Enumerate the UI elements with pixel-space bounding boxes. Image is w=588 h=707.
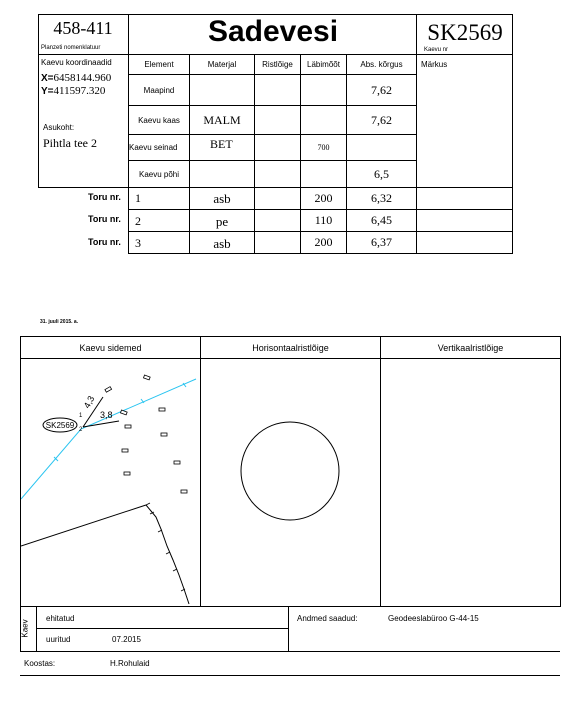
well-circle xyxy=(241,422,339,520)
nomenclature-value: 458-411 xyxy=(53,18,113,38)
header-material: Materjal xyxy=(207,60,237,69)
dimension-a: 4,3 xyxy=(81,394,97,410)
pipe-diameter-1: 200 xyxy=(314,191,333,205)
x-label: X= xyxy=(41,73,54,84)
source-value: Geodeeslabüroo G-44-15 xyxy=(388,614,479,623)
y-label: Y= xyxy=(41,86,54,97)
row-element-3: Kaevu põhi xyxy=(138,169,180,179)
panel-title-plan: Kaevu sidemed xyxy=(79,342,142,353)
row-element-0: Maapind xyxy=(143,85,175,95)
panel-title-horizontal: Horisontaalristlõige xyxy=(252,342,329,353)
header-element: Element xyxy=(144,60,174,69)
row-diameter-2: 700 xyxy=(317,143,330,152)
plan-sketch xyxy=(21,359,200,606)
y-value: 411597.320 xyxy=(53,85,106,97)
pipe-no-1: 1 xyxy=(135,191,141,205)
source-label: Andmed saadud: xyxy=(297,614,358,623)
pipe-marker-1: 1 xyxy=(79,413,83,419)
pipe-marker-2: 2 xyxy=(79,427,83,433)
header-diameter: Läbimõõt xyxy=(307,60,340,69)
pipe-no-2: 2 xyxy=(135,214,141,228)
pipe-label-1: Toru nr. xyxy=(88,192,121,202)
row-element-1: Kaevu kaas xyxy=(138,115,180,125)
compiled-value: H.Rohulaid xyxy=(110,659,150,668)
address-value: Pihtla tee 2 xyxy=(43,136,97,150)
built-label: ehitatud xyxy=(46,614,75,623)
pipe-line xyxy=(21,379,196,499)
vertical-section xyxy=(381,359,560,606)
surveyed-value: 07.2015 xyxy=(112,635,141,644)
y-coordinate xyxy=(41,85,105,97)
page-title: Sadevesi xyxy=(207,15,339,48)
header-remarks: Märkus xyxy=(421,60,448,69)
row-height-3: 6,5 xyxy=(374,166,389,181)
pipe-material-3: asb xyxy=(213,235,231,251)
well-number-value: SK2569 xyxy=(427,20,503,45)
dimension-b: 3,8 xyxy=(100,410,113,420)
row-material-1: MALM xyxy=(203,112,241,127)
pipe-height-2: 6,45 xyxy=(371,213,392,227)
pipe-material-2: pe xyxy=(215,213,229,229)
pipe-height-1: 6,32 xyxy=(371,191,392,205)
x-coordinate xyxy=(41,72,111,84)
pipe-no-3: 3 xyxy=(135,236,141,250)
horizontal-section xyxy=(201,359,380,606)
well-number-label: Kaevu nr xyxy=(424,47,449,53)
pipe-height-3: 6,37 xyxy=(371,235,392,249)
row-element-2: Kaevu seinad xyxy=(129,143,178,152)
compiled-label: Koostas: xyxy=(24,659,56,668)
header-cross-section: Ristlõige xyxy=(262,60,293,69)
coordinates-label: Kaevu koordinaadid xyxy=(41,58,112,67)
row-height-0: 7,62 xyxy=(371,82,392,97)
footer-side-label: Kaev xyxy=(20,619,30,638)
pipe-diameter-2: 110 xyxy=(314,213,333,227)
document-date: 31. juuli 2015. a. xyxy=(40,319,79,325)
pipe-label-3: Toru nr. xyxy=(88,237,121,247)
surveyed-label: uuritud xyxy=(46,635,71,644)
well-tag: SK2569 xyxy=(45,421,75,430)
row-height-1: 7,62 xyxy=(371,112,392,127)
address-label: Asukoht: xyxy=(43,123,75,132)
pipe-material-1: asb xyxy=(213,190,231,206)
pipe-label-2: Toru nr. xyxy=(88,214,121,224)
header-abs-height: Abs. kõrgus xyxy=(360,60,403,69)
x-value: 6458144.960 xyxy=(53,72,112,84)
row-material-2: BET xyxy=(210,137,233,151)
panel-title-vertical: Vertikaalristlõige xyxy=(437,342,504,353)
pipe-diameter-3: 200 xyxy=(314,235,333,249)
nomenclature-label: Planzeti nomenklatuur xyxy=(41,45,101,51)
